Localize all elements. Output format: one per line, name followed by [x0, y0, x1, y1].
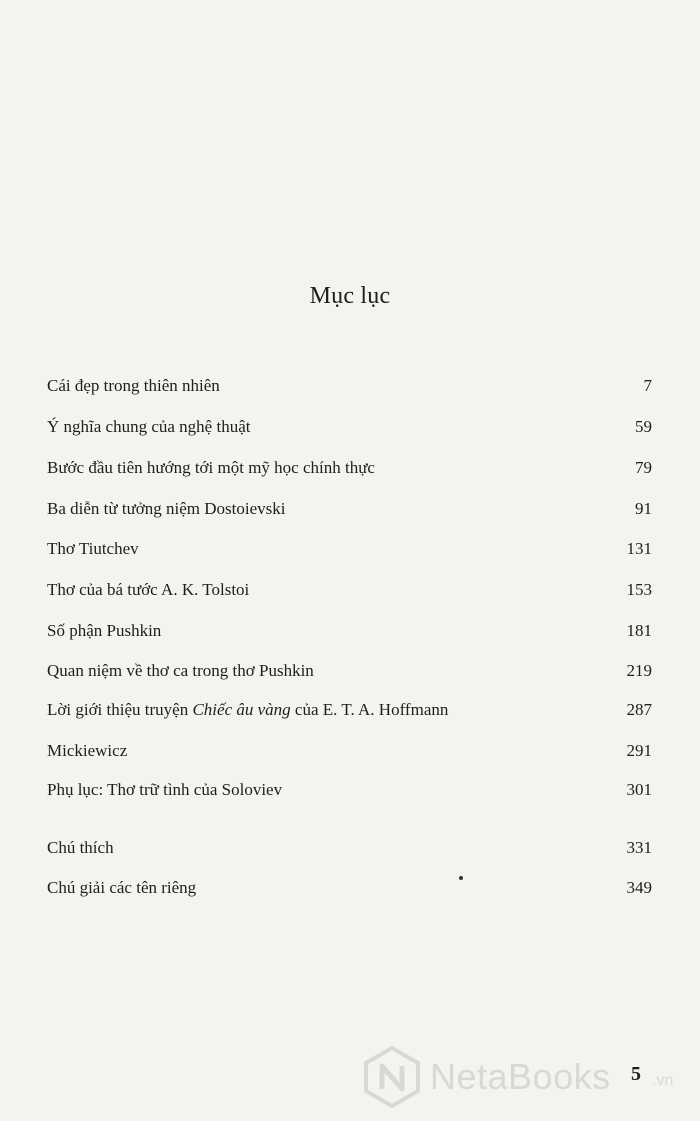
toc-entry-label: Cái đẹp trong thiên nhiên	[47, 376, 220, 395]
toc-entry-page: 219	[626, 661, 652, 680]
ink-speck	[459, 876, 463, 880]
page-title: Mục lục	[309, 283, 391, 309]
toc-entry-label-post: của E. T. A. Hoffmann	[290, 700, 449, 719]
toc-entry	[47, 739, 652, 763]
page-number: 5	[631, 1063, 641, 1085]
toc-entry-label	[47, 698, 448, 722]
toc-entry	[47, 578, 652, 602]
toc-entry	[47, 497, 652, 521]
toc-entry	[47, 659, 652, 683]
toc-entry	[47, 698, 652, 722]
toc-entry-page: 291	[626, 741, 652, 760]
toc-entry-label: Bước đầu tiên hướng tới một mỹ học chính thực	[47, 458, 375, 477]
toc-entry	[47, 415, 652, 439]
toc-entry	[47, 374, 652, 398]
watermark	[362, 1046, 692, 1108]
toc-entry	[47, 537, 652, 561]
toc-entry-label: Phụ lục: Thơ trữ tình của Soloviev	[47, 780, 283, 799]
toc-entry	[47, 778, 652, 802]
toc-entry-page: 301	[626, 780, 652, 799]
watermark-brand: NetaBooks	[430, 1056, 611, 1097]
toc-entry-label: Ba diễn từ tưởng niệm Dostoievski	[47, 499, 286, 518]
toc-entry-label: Mickiewicz	[47, 741, 128, 760]
toc-entry-page: 79	[635, 458, 652, 477]
toc-entry-label: Ý nghĩa chung của nghệ thuật	[47, 417, 251, 436]
toc-entry-page: 7	[643, 376, 652, 395]
toc-entry-label: Quan niệm về thơ ca trong thơ Pushkin	[47, 661, 314, 680]
toc-entry-page: 91	[635, 499, 652, 518]
toc-entry	[47, 836, 652, 860]
toc-entry-label-pre: Lời giới thiệu truyện	[47, 700, 193, 719]
toc-entry-page: 131	[626, 539, 652, 558]
toc-entry-page: 349	[626, 878, 652, 897]
toc-entry-label: Chú giải các tên riêng	[47, 878, 197, 897]
toc-entry-label: Thơ của bá tước A. K. Tolstoi	[47, 580, 250, 599]
toc-entry-page: 153	[626, 580, 652, 599]
toc-entry-page: 287	[626, 700, 652, 719]
toc-entry	[47, 456, 652, 480]
toc-entry-label: Số phận Pushkin	[47, 621, 162, 640]
toc-entry-label: Chú thích	[47, 838, 114, 857]
watermark-tld: .vn	[652, 1072, 674, 1089]
toc-entry-page: 331	[626, 838, 652, 857]
toc-entry-label-italic: Chiếc âu vàng	[192, 700, 291, 719]
toc-entry-page: 59	[635, 417, 652, 436]
netabooks-logo-icon	[362, 1046, 422, 1108]
toc-entry	[47, 619, 652, 643]
toc-entry-label: Thơ Tiutchev	[47, 539, 139, 558]
toc-entry-page: 181	[626, 621, 652, 640]
toc-entry	[47, 876, 652, 900]
